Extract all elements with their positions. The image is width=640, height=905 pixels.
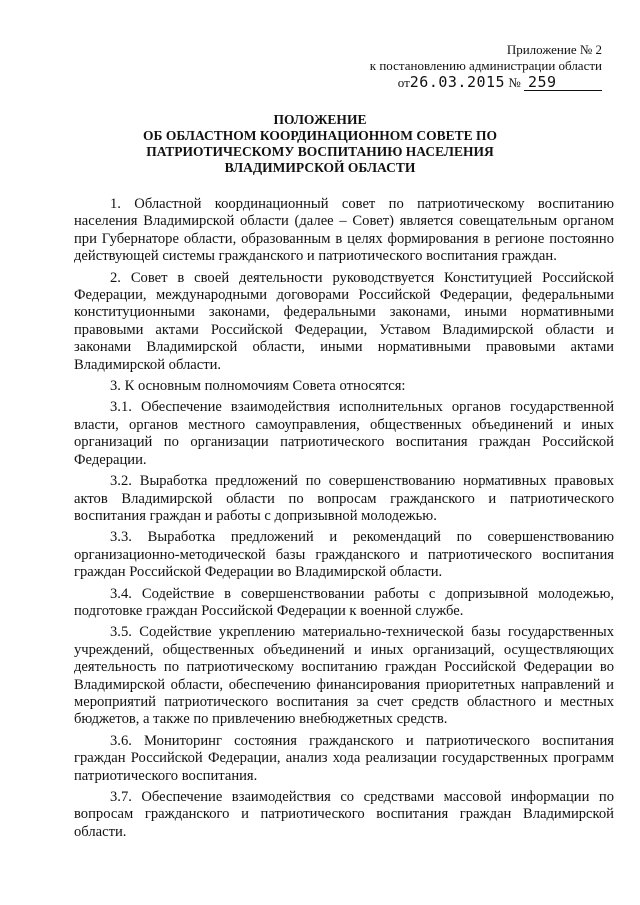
title-line-1: ПОЛОЖЕНИЕ xyxy=(273,112,367,127)
document-title xyxy=(0,112,640,176)
resolution-date: 26.03.2015 xyxy=(409,73,506,91)
paragraph-1: 1. Областной координационный совет по патриотическому воспитанию населения Владимирской области (далее – Совет) является совещательным органом при Губернаторе области, образованным в целях формирования в регионе постоянно действующей системы гражданского и патриотического воспитания граждан. xyxy=(74,196,614,265)
paragraph-3-1: 3.1. Обеспечение взаимодействия исполнительных органов государственной власти, органов местного самоуправления, общественных объединений и иных организаций по организации патриотического воспитания граждан Российской Федерации. xyxy=(74,399,614,468)
paragraph-3-2: 3.2. Выработка предложений по совершенствованию нормативных правовых актов Владимирской области по вопросам гражданского и патриотического воспитания граждан и работы с допризывной молодежью. xyxy=(74,473,614,524)
resolution-number: 259 xyxy=(524,74,602,91)
appendix-label: Приложение № 2 xyxy=(506,42,602,57)
paragraph-3-6: 3.6. Мониторинг состояния гражданского и патриотического воспитания граждан Российской Федерации, анализ хода реализации государственных программ патриотического воспитания. xyxy=(74,732,614,784)
paragraph-3-7: 3.7. Обеспечение взаимодействия со средствами массовой информации по вопросам гражданского и патриотического воспитания граждан Владимирской области. xyxy=(74,789,614,840)
document-header xyxy=(302,42,602,91)
paragraph-3-5: 3.5. Содействие укреплению материально-технической базы государственных учреждений, общественных объединений и иных организаций, осуществляющих деятельность по патриотическому воспитанию граждан Российской Федерации во Владимирской области, обеспечению финансирования приоритетных направлений и мероприятий патриотического воспитания за счет средств областного и местных бюджетов, а также по привлечению внебюджетных средств. xyxy=(74,624,614,728)
paragraph-3-3: 3.3. Выработка предложений и рекомендаций по совершенствованию организационно-методической базы гражданского и патриотического воспитания граждан Российской Федерации во Владимирской области. xyxy=(74,529,614,581)
title-line-4: ВЛАДИМИРСКОЙ ОБЛАСТИ xyxy=(224,160,416,175)
document-body xyxy=(74,196,614,845)
title-line-3: ПАТРИОТИЧЕСКОМУ ВОСПИТАНИЮ НАСЕЛЕНИЯ xyxy=(146,144,494,159)
date-prefix: от xyxy=(397,75,410,90)
number-sign: № xyxy=(508,75,521,90)
resolution-reference: к постановлению администрации области xyxy=(369,58,602,73)
paragraph-3-4: 3.4. Содействие в совершенствовании работы с допризывной молодежью, подготовке граждан Российской Федерации к военной службе. xyxy=(74,585,614,619)
paragraph-3: 3. К основным полномочиям Совета относятся: xyxy=(110,378,406,395)
title-line-2: ОБ ОБЛАСТНОМ КООРДИНАЦИОННОМ СОВЕТЕ ПО xyxy=(143,128,497,143)
date-number-line xyxy=(302,74,602,91)
paragraph-2: 2. Совет в своей деятельности руководствуется Конституцией Российской Федерации, международными договорами Российской Федерации, федеральными конституционными законами, федеральными законами, иными нормативными правовыми актами Российской Федерации, Уставом Владимирской области и законами Владимирской области, иными нормативными правовыми актами Владимирской области. xyxy=(74,269,614,373)
